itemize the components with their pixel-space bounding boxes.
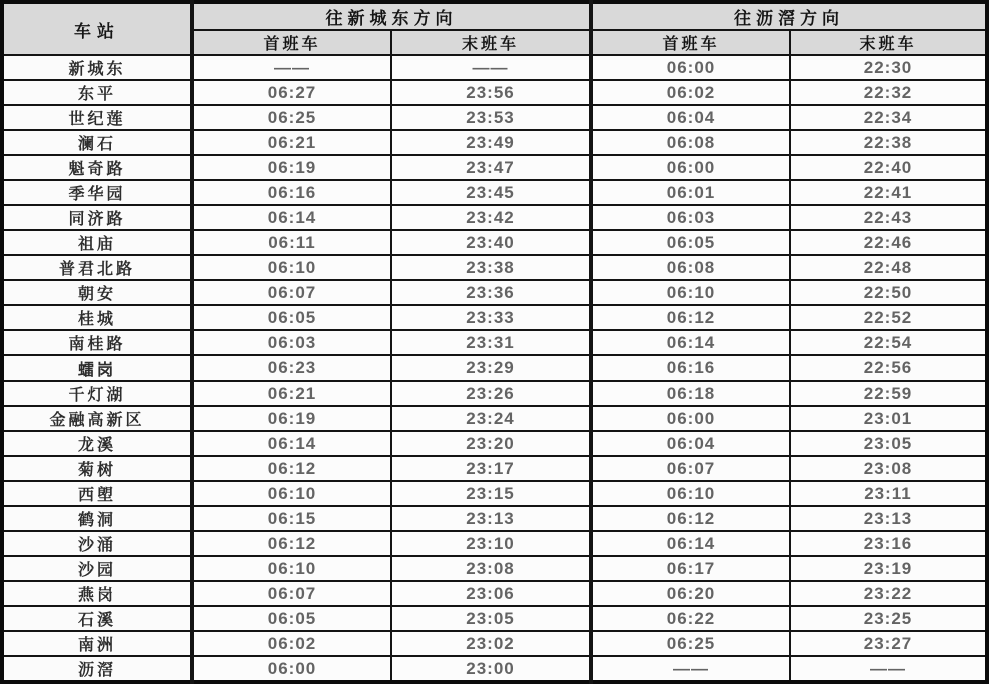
lijiao-first-train-cell: 06:05	[591, 230, 790, 255]
xinchengdong-first-train-cell: 06:10	[192, 481, 391, 506]
station-cell: 魁奇路	[2, 155, 192, 180]
lijiao-last-train-cell: 22:43	[790, 205, 987, 230]
xinchengdong-last-train-cell: 23:10	[391, 531, 591, 556]
xinchengdong-last-train-cell: 23:33	[391, 305, 591, 330]
station-cell: 普君北路	[2, 255, 192, 280]
xinchengdong-first-train-cell: 06:05	[192, 606, 391, 631]
station-cell: 𧒽岗	[2, 355, 192, 381]
station-cell: 沥滘	[2, 656, 192, 682]
lijiao-first-train-cell: 06:16	[591, 355, 790, 381]
station-cell: 朝安	[2, 280, 192, 305]
timetable-body	[2, 55, 987, 682]
xinchengdong-first-train-cell: 06:19	[192, 155, 391, 180]
lijiao-first-train-cell: 06:12	[591, 305, 790, 330]
station-cell: 菊树	[2, 456, 192, 481]
station-cell: 南桂路	[2, 330, 192, 355]
lijiao-last-train-cell: 22:50	[790, 280, 987, 305]
station-cell: 沙园	[2, 556, 192, 581]
station-cell: 桂城	[2, 305, 192, 330]
lijiao-first-train-cell: 06:22	[591, 606, 790, 631]
xinchengdong-first-train-cell: 06:07	[192, 280, 391, 305]
xinchengdong-first-train-cell: 06:12	[192, 456, 391, 481]
station-cell: 世纪莲	[2, 105, 192, 130]
last-train-header-xinchengdong: 末班车	[391, 30, 591, 55]
lijiao-last-train-cell: 23:19	[790, 556, 987, 581]
direction-group-xinchengdong: 往新城东方向	[192, 2, 591, 30]
xinchengdong-last-train-cell: 23:06	[391, 581, 591, 606]
table-row	[2, 581, 987, 606]
table-row	[2, 180, 987, 205]
xinchengdong-first-train-cell: 06:25	[192, 105, 391, 130]
station-cell: 新城东	[2, 55, 192, 80]
table-row	[2, 556, 987, 581]
xinchengdong-last-train-cell: 23:36	[391, 280, 591, 305]
lijiao-first-train-cell: 06:04	[591, 105, 790, 130]
table-row	[2, 305, 987, 330]
xinchengdong-first-train-cell: 06:19	[192, 406, 391, 431]
table-row	[2, 531, 987, 556]
xinchengdong-first-train-cell: 06:10	[192, 556, 391, 581]
lijiao-last-train-cell: 22:59	[790, 381, 987, 406]
xinchengdong-first-train-cell: 06:15	[192, 506, 391, 531]
lijiao-first-train-cell: 06:18	[591, 381, 790, 406]
table-row	[2, 506, 987, 531]
xinchengdong-first-train-cell: 06:10	[192, 255, 391, 280]
table-row	[2, 456, 987, 481]
xinchengdong-first-train-cell: 06:05	[192, 305, 391, 330]
last-train-header-lijiao: 末班车	[790, 30, 987, 55]
xinchengdong-first-train-cell: ——	[192, 55, 391, 80]
station-cell: 澜石	[2, 130, 192, 155]
table-row	[2, 606, 987, 631]
lijiao-first-train-cell: 06:04	[591, 431, 790, 456]
lijiao-first-train-cell: 06:00	[591, 406, 790, 431]
lijiao-first-train-cell: 06:07	[591, 456, 790, 481]
lijiao-first-train-cell: 06:00	[591, 155, 790, 180]
xinchengdong-last-train-cell: 23:26	[391, 381, 591, 406]
lijiao-last-train-cell: 22:40	[790, 155, 987, 180]
station-cell: 祖庙	[2, 230, 192, 255]
lijiao-first-train-cell: 06:14	[591, 330, 790, 355]
xinchengdong-last-train-cell: 23:53	[391, 105, 591, 130]
lijiao-first-train-cell: 06:01	[591, 180, 790, 205]
xinchengdong-last-train-cell: 23:24	[391, 406, 591, 431]
lijiao-first-train-cell: 06:14	[591, 531, 790, 556]
station-cell: 鹤洞	[2, 506, 192, 531]
first-train-header-lijiao: 首班车	[591, 30, 790, 55]
station-cell: 龙溪	[2, 431, 192, 456]
table-row	[2, 80, 987, 105]
station-cell: 金融高新区	[2, 406, 192, 431]
station-cell: 千灯湖	[2, 381, 192, 406]
lijiao-first-train-cell: 06:08	[591, 130, 790, 155]
lijiao-first-train-cell: 06:10	[591, 481, 790, 506]
xinchengdong-first-train-cell: 06:14	[192, 431, 391, 456]
xinchengdong-last-train-cell: 23:49	[391, 130, 591, 155]
lijiao-last-train-cell: 23:11	[790, 481, 987, 506]
lijiao-last-train-cell: 23:16	[790, 531, 987, 556]
xinchengdong-last-train-cell: 23:56	[391, 80, 591, 105]
table-row	[2, 280, 987, 305]
xinchengdong-last-train-cell: ——	[391, 55, 591, 80]
lijiao-last-train-cell: ——	[790, 656, 987, 682]
xinchengdong-first-train-cell: 06:14	[192, 205, 391, 230]
table-row	[2, 481, 987, 506]
table-row	[2, 330, 987, 355]
xinchengdong-last-train-cell: 23:17	[391, 456, 591, 481]
lijiao-last-train-cell: 22:38	[790, 130, 987, 155]
table-row	[2, 406, 987, 431]
lijiao-first-train-cell: 06:17	[591, 556, 790, 581]
table-row	[2, 355, 987, 381]
table-row	[2, 631, 987, 656]
timetable-header	[2, 2, 987, 55]
lijiao-last-train-cell: 23:27	[790, 631, 987, 656]
station-cell: 东平	[2, 80, 192, 105]
lijiao-last-train-cell: 22:32	[790, 80, 987, 105]
table-row	[2, 130, 987, 155]
xinchengdong-first-train-cell: 06:27	[192, 80, 391, 105]
xinchengdong-first-train-cell: 06:21	[192, 130, 391, 155]
xinchengdong-last-train-cell: 23:42	[391, 205, 591, 230]
station-cell: 沙涌	[2, 531, 192, 556]
xinchengdong-last-train-cell: 23:29	[391, 355, 591, 381]
table-row	[2, 230, 987, 255]
xinchengdong-last-train-cell: 23:02	[391, 631, 591, 656]
table-row	[2, 205, 987, 230]
lijiao-first-train-cell: 06:20	[591, 581, 790, 606]
xinchengdong-last-train-cell: 23:20	[391, 431, 591, 456]
table-row	[2, 431, 987, 456]
xinchengdong-first-train-cell: 06:02	[192, 631, 391, 656]
lijiao-last-train-cell: 22:54	[790, 330, 987, 355]
station-cell: 石溪	[2, 606, 192, 631]
xinchengdong-last-train-cell: 23:38	[391, 255, 591, 280]
xinchengdong-last-train-cell: 23:45	[391, 180, 591, 205]
lijiao-last-train-cell: 23:08	[790, 456, 987, 481]
station-cell: 同济路	[2, 205, 192, 230]
lijiao-last-train-cell: 22:46	[790, 230, 987, 255]
xinchengdong-first-train-cell: 06:21	[192, 381, 391, 406]
lijiao-last-train-cell: 22:52	[790, 305, 987, 330]
lijiao-first-train-cell: 06:08	[591, 255, 790, 280]
lijiao-first-train-cell: 06:00	[591, 55, 790, 80]
xinchengdong-last-train-cell: 23:08	[391, 556, 591, 581]
lijiao-first-train-cell: 06:12	[591, 506, 790, 531]
xinchengdong-first-train-cell: 06:00	[192, 656, 391, 682]
lijiao-last-train-cell: 23:05	[790, 431, 987, 456]
lijiao-last-train-cell: 22:48	[790, 255, 987, 280]
xinchengdong-first-train-cell: 06:07	[192, 581, 391, 606]
xinchengdong-last-train-cell: 23:05	[391, 606, 591, 631]
xinchengdong-first-train-cell: 06:11	[192, 230, 391, 255]
table-row	[2, 656, 987, 682]
table-row	[2, 55, 987, 80]
xinchengdong-last-train-cell: 23:15	[391, 481, 591, 506]
lijiao-first-train-cell: 06:25	[591, 631, 790, 656]
table-row	[2, 155, 987, 180]
xinchengdong-first-train-cell: 06:03	[192, 330, 391, 355]
table-row	[2, 381, 987, 406]
lijiao-first-train-cell: 06:03	[591, 205, 790, 230]
lijiao-first-train-cell: 06:10	[591, 280, 790, 305]
station-cell: 西塱	[2, 481, 192, 506]
lijiao-last-train-cell: 22:30	[790, 55, 987, 80]
lijiao-last-train-cell: 23:13	[790, 506, 987, 531]
table-row	[2, 105, 987, 130]
station-column-header: 车站	[2, 2, 192, 55]
station-cell: 燕岗	[2, 581, 192, 606]
station-cell: 季华园	[2, 180, 192, 205]
table-row	[2, 255, 987, 280]
lijiao-last-train-cell: 23:01	[790, 406, 987, 431]
lijiao-last-train-cell: 22:41	[790, 180, 987, 205]
lijiao-last-train-cell: 23:22	[790, 581, 987, 606]
xinchengdong-first-train-cell: 06:16	[192, 180, 391, 205]
lijiao-last-train-cell: 22:34	[790, 105, 987, 130]
lijiao-last-train-cell: 23:25	[790, 606, 987, 631]
xinchengdong-last-train-cell: 23:13	[391, 506, 591, 531]
station-cell: 南洲	[2, 631, 192, 656]
first-train-header-xinchengdong: 首班车	[192, 30, 391, 55]
lijiao-first-train-cell: ——	[591, 656, 790, 682]
direction-group-lijiao: 往沥滘方向	[591, 2, 987, 30]
lijiao-last-train-cell: 22:56	[790, 355, 987, 381]
xinchengdong-last-train-cell: 23:40	[391, 230, 591, 255]
xinchengdong-last-train-cell: 23:47	[391, 155, 591, 180]
xinchengdong-first-train-cell: 06:12	[192, 531, 391, 556]
xinchengdong-first-train-cell: 06:23	[192, 355, 391, 381]
xinchengdong-last-train-cell: 23:31	[391, 330, 591, 355]
lijiao-first-train-cell: 06:02	[591, 80, 790, 105]
xinchengdong-last-train-cell: 23:00	[391, 656, 591, 682]
